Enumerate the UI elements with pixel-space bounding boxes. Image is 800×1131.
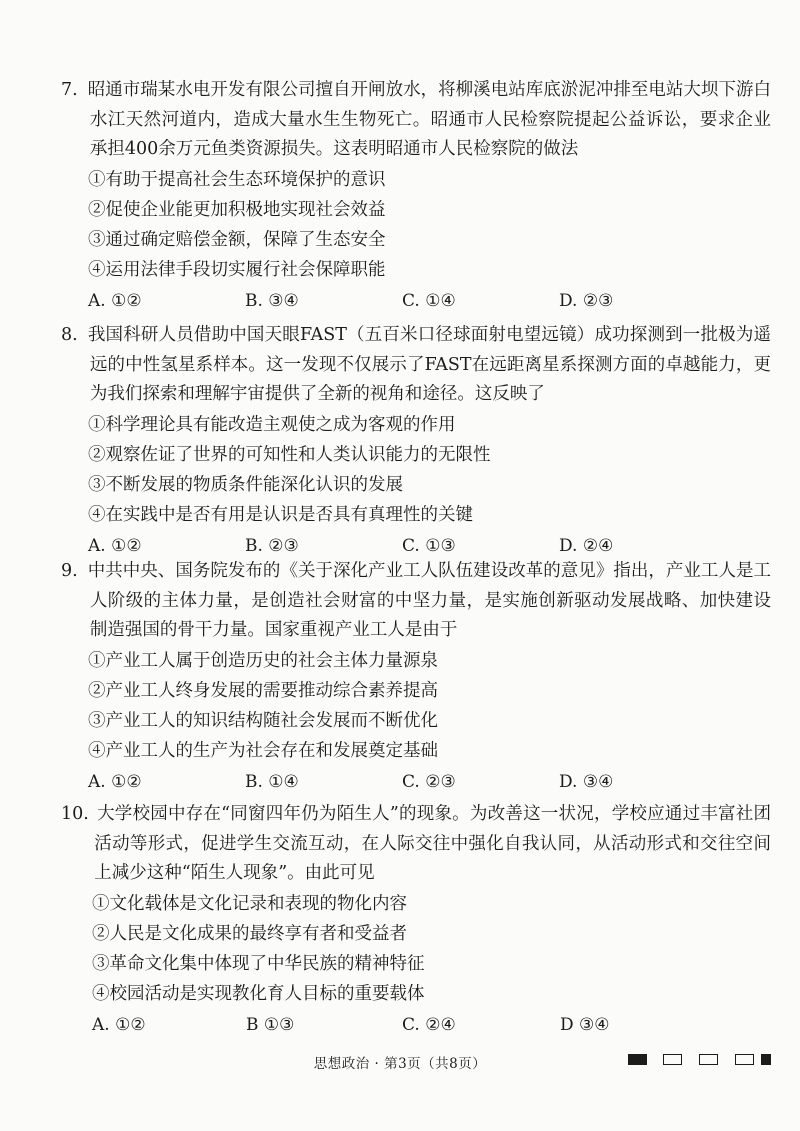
option-line: ③革命文化集中体现了中华民族的精神特征	[92, 954, 425, 975]
choice-b: B. ①④	[245, 771, 299, 792]
choice-b: B. ②③	[245, 535, 299, 556]
answer-choices	[88, 767, 800, 797]
question-number: 10.	[61, 804, 89, 824]
choice-a: A. ①②	[88, 535, 142, 556]
choice-d: D. ③④	[559, 771, 614, 792]
option-line: ④校园活动是实现教化育人目标的重要载体	[92, 984, 425, 1005]
choice-d: D. ②③	[559, 290, 614, 311]
option-line: ③不断发展的物质条件能深化认识的发展	[88, 475, 403, 496]
alignment-mark	[761, 1054, 771, 1065]
question-number: 9.	[61, 561, 78, 581]
question-text: 我国科研人员借助中国天眼FAST（五百米口径球面射电望远镜）成功探测到一批极为遥远的中性氢星系样本。这一发现不仅展示了FAST在远距离星系探测方面的卓越能力，更为我们探索和理解宇宙提供了全新的视角和途径。这反映了	[87, 325, 771, 405]
question-8	[0, 321, 800, 561]
question-9	[0, 557, 800, 797]
question-7	[0, 76, 800, 316]
option-line: ①产业工人属于创造历史的社会主体力量源泉	[88, 650, 438, 671]
option-line: ④运用法律手段切实履行社会保障职能	[88, 260, 386, 281]
option-line: ②促使企业能更加积极地实现社会效益	[88, 199, 386, 220]
question-stem	[61, 321, 771, 410]
answer-choices	[92, 1010, 800, 1040]
question-10	[0, 800, 800, 1040]
question-text: 大学校园中存在“同窗四年仍为陌生人”的现象。为改善这一状况，学校应通过丰富社团活动等形式，促进学生交流互动，在人际交往中强化自我认同，从活动形式和交往空间上减少这种“陌生人现象”。由此可见	[94, 804, 771, 884]
choice-a: A. ①②	[88, 771, 142, 792]
choice-c: C. ①④	[402, 290, 456, 311]
option-line: ③产业工人的知识结构随社会发展而不断优化	[88, 711, 438, 732]
choice-b: B. ③④	[245, 290, 299, 311]
alignment-mark	[663, 1054, 682, 1065]
choice-b: B ①③	[246, 1014, 295, 1035]
option-line: ①科学理论具有能改造主观使之成为客观的作用	[88, 414, 456, 435]
option-line: ④在实践中是否有用是认识是否具有真理性的关键	[88, 505, 473, 526]
option-line: ①文化载体是文化记录和表现的物化内容	[92, 893, 407, 914]
choice-d: D ③④	[560, 1014, 610, 1035]
option-line: ②观察佐证了世界的可知性和人类认识能力的无限性	[88, 444, 491, 465]
alignment-mark	[735, 1054, 754, 1065]
page-footer: 思想政治 · 第3页（共8页）	[313, 1056, 487, 1072]
question-text: 昭通市瑞某水电开发有限公司擅自开闸放水，将柳溪电站库底淤泥冲排至电站大坝下游白水江天然河道内，造成大量水生生物死亡。昭通市人民检察院提起公益诉讼，要求企业承担400余万元鱼类资源损失。这表明昭通市人民检察院的做法	[87, 80, 771, 160]
question-stem	[61, 800, 771, 889]
alignment-mark	[628, 1054, 647, 1065]
choice-c: C. ②④	[402, 1014, 456, 1035]
choice-d: D. ②④	[559, 535, 614, 556]
choice-a: A. ①②	[92, 1014, 146, 1035]
question-stem	[61, 557, 771, 646]
question-number: 8.	[61, 325, 78, 345]
question-number: 7.	[61, 80, 78, 100]
choice-c: C. ②③	[402, 771, 456, 792]
alignment-mark	[699, 1054, 718, 1065]
question-stem	[61, 76, 771, 165]
choice-c: C. ①③	[402, 535, 456, 556]
option-line: ③通过确定赔偿金额，保障了生态安全	[88, 230, 386, 251]
option-line: ④产业工人的生产为社会存在和发展奠定基础	[88, 741, 438, 762]
answer-choices	[88, 286, 800, 316]
option-line: ②产业工人终身发展的需要推动综合素养提高	[88, 680, 438, 701]
option-line: ①有助于提高社会生态环境保护的意识	[88, 169, 386, 190]
choice-a: A. ①②	[88, 290, 142, 311]
question-text: 中共中央、国务院发布的《关于深化产业工人队伍建设改革的意见》指出，产业工人是工人阶级的主体力量，是创造社会财富的中坚力量，是实施创新驱动发展战略、加快建设制造强国的骨干力量。国家重视产业工人是由于	[87, 561, 771, 641]
option-line: ②人民是文化成果的最终享有者和受益者	[92, 923, 407, 944]
